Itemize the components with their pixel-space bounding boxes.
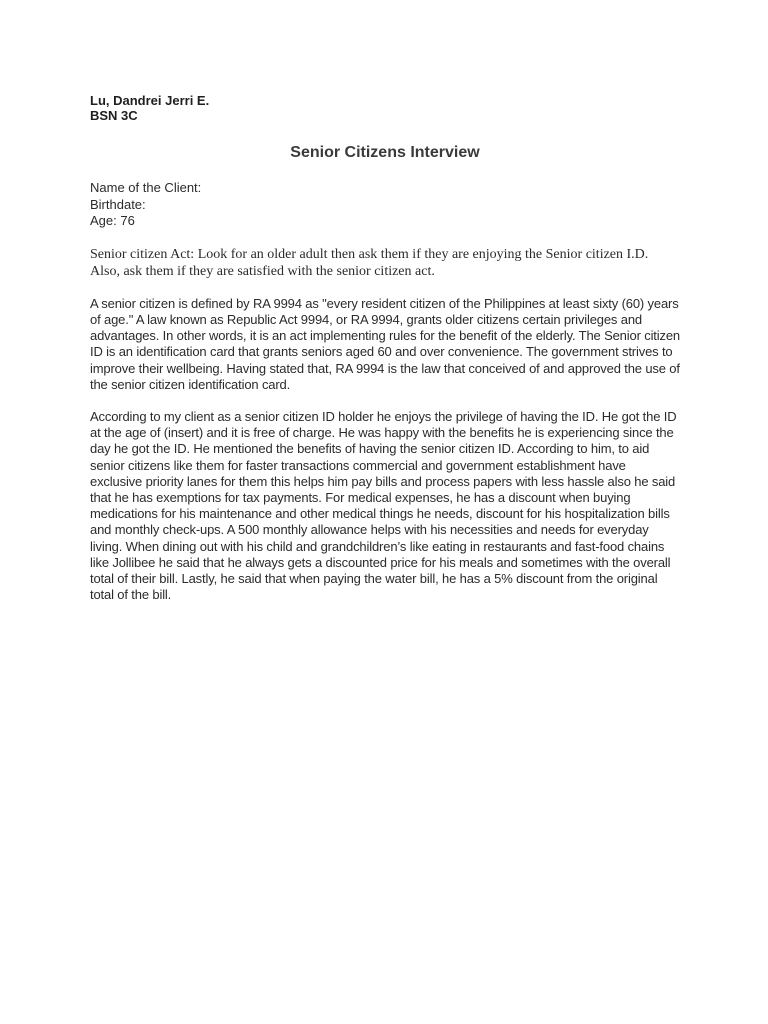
client-age-line: Age: 76: [90, 213, 135, 229]
client-name-line: Name of the Client:: [90, 180, 202, 195]
instruction-paragraph: Senior citizen Act: Look for an older adult then ask them if they are enjoying the Senior citizen I.D. Also, ask them if they are satisfied with the senior citizen act.: [90, 246, 649, 279]
interview-paragraph: According to my client as a senior citizen ID holder he enjoys the privilege of having the ID. He got the ID at the age of (insert) and it is free of charge. He was happy with the benefits he is experiencing since the day he got the ID. He mentioned the benefits of having the senior citizen ID. According to him, to aid senior citizens like them for faster transactions commercial and government establishment have exclusive priority lanes for them this helps him pay bills and process papers with less hassle also he said that he has exemptions for tax payments. For medical expenses, he has a discount when buying medications for his maintenance and other medical things he needs, discount for his hospitalization bills and monthly check-ups. A 500 monthly allowance helps with his necessities and needs for everyday living. When dining out with his child and grandchildren’s like eating in restaurants and fast-food chains like Jollibee he said that he always gets a discounted price for his meals and sometimes with the overall total of their bill. Lastly, he said that when paying the water bill, he has a 5% discount from the original total of the bill.: [90, 409, 677, 603]
author-block: [90, 93, 680, 123]
client-birthdate-line: Birthdate:: [90, 196, 146, 212]
document-title: Senior Citizens Interview: [290, 144, 480, 161]
document-body: [90, 93, 680, 603]
author-section: BSN 3C: [90, 108, 138, 123]
author-name: Lu, Dandrei Jerri E.: [90, 93, 210, 108]
client-info: [90, 180, 680, 230]
definition-paragraph: A senior citizen is defined by RA 9994 as "every resident citizen of the Philippines at least sixty (60) years of age." A law known as Republic Act 9994, or RA 9994, grants older citizens certain privileges and advantages. In other words, it is an act implementing rules for the benefit of the elderly. The Senior citizen ID is an identification card that grants seniors aged 60 and over convenience. The government strives to improve their wellbeing. Having stated that, RA 9994 is the law that conceived of and approved the use of the senior citizen identification card.: [90, 295, 681, 392]
